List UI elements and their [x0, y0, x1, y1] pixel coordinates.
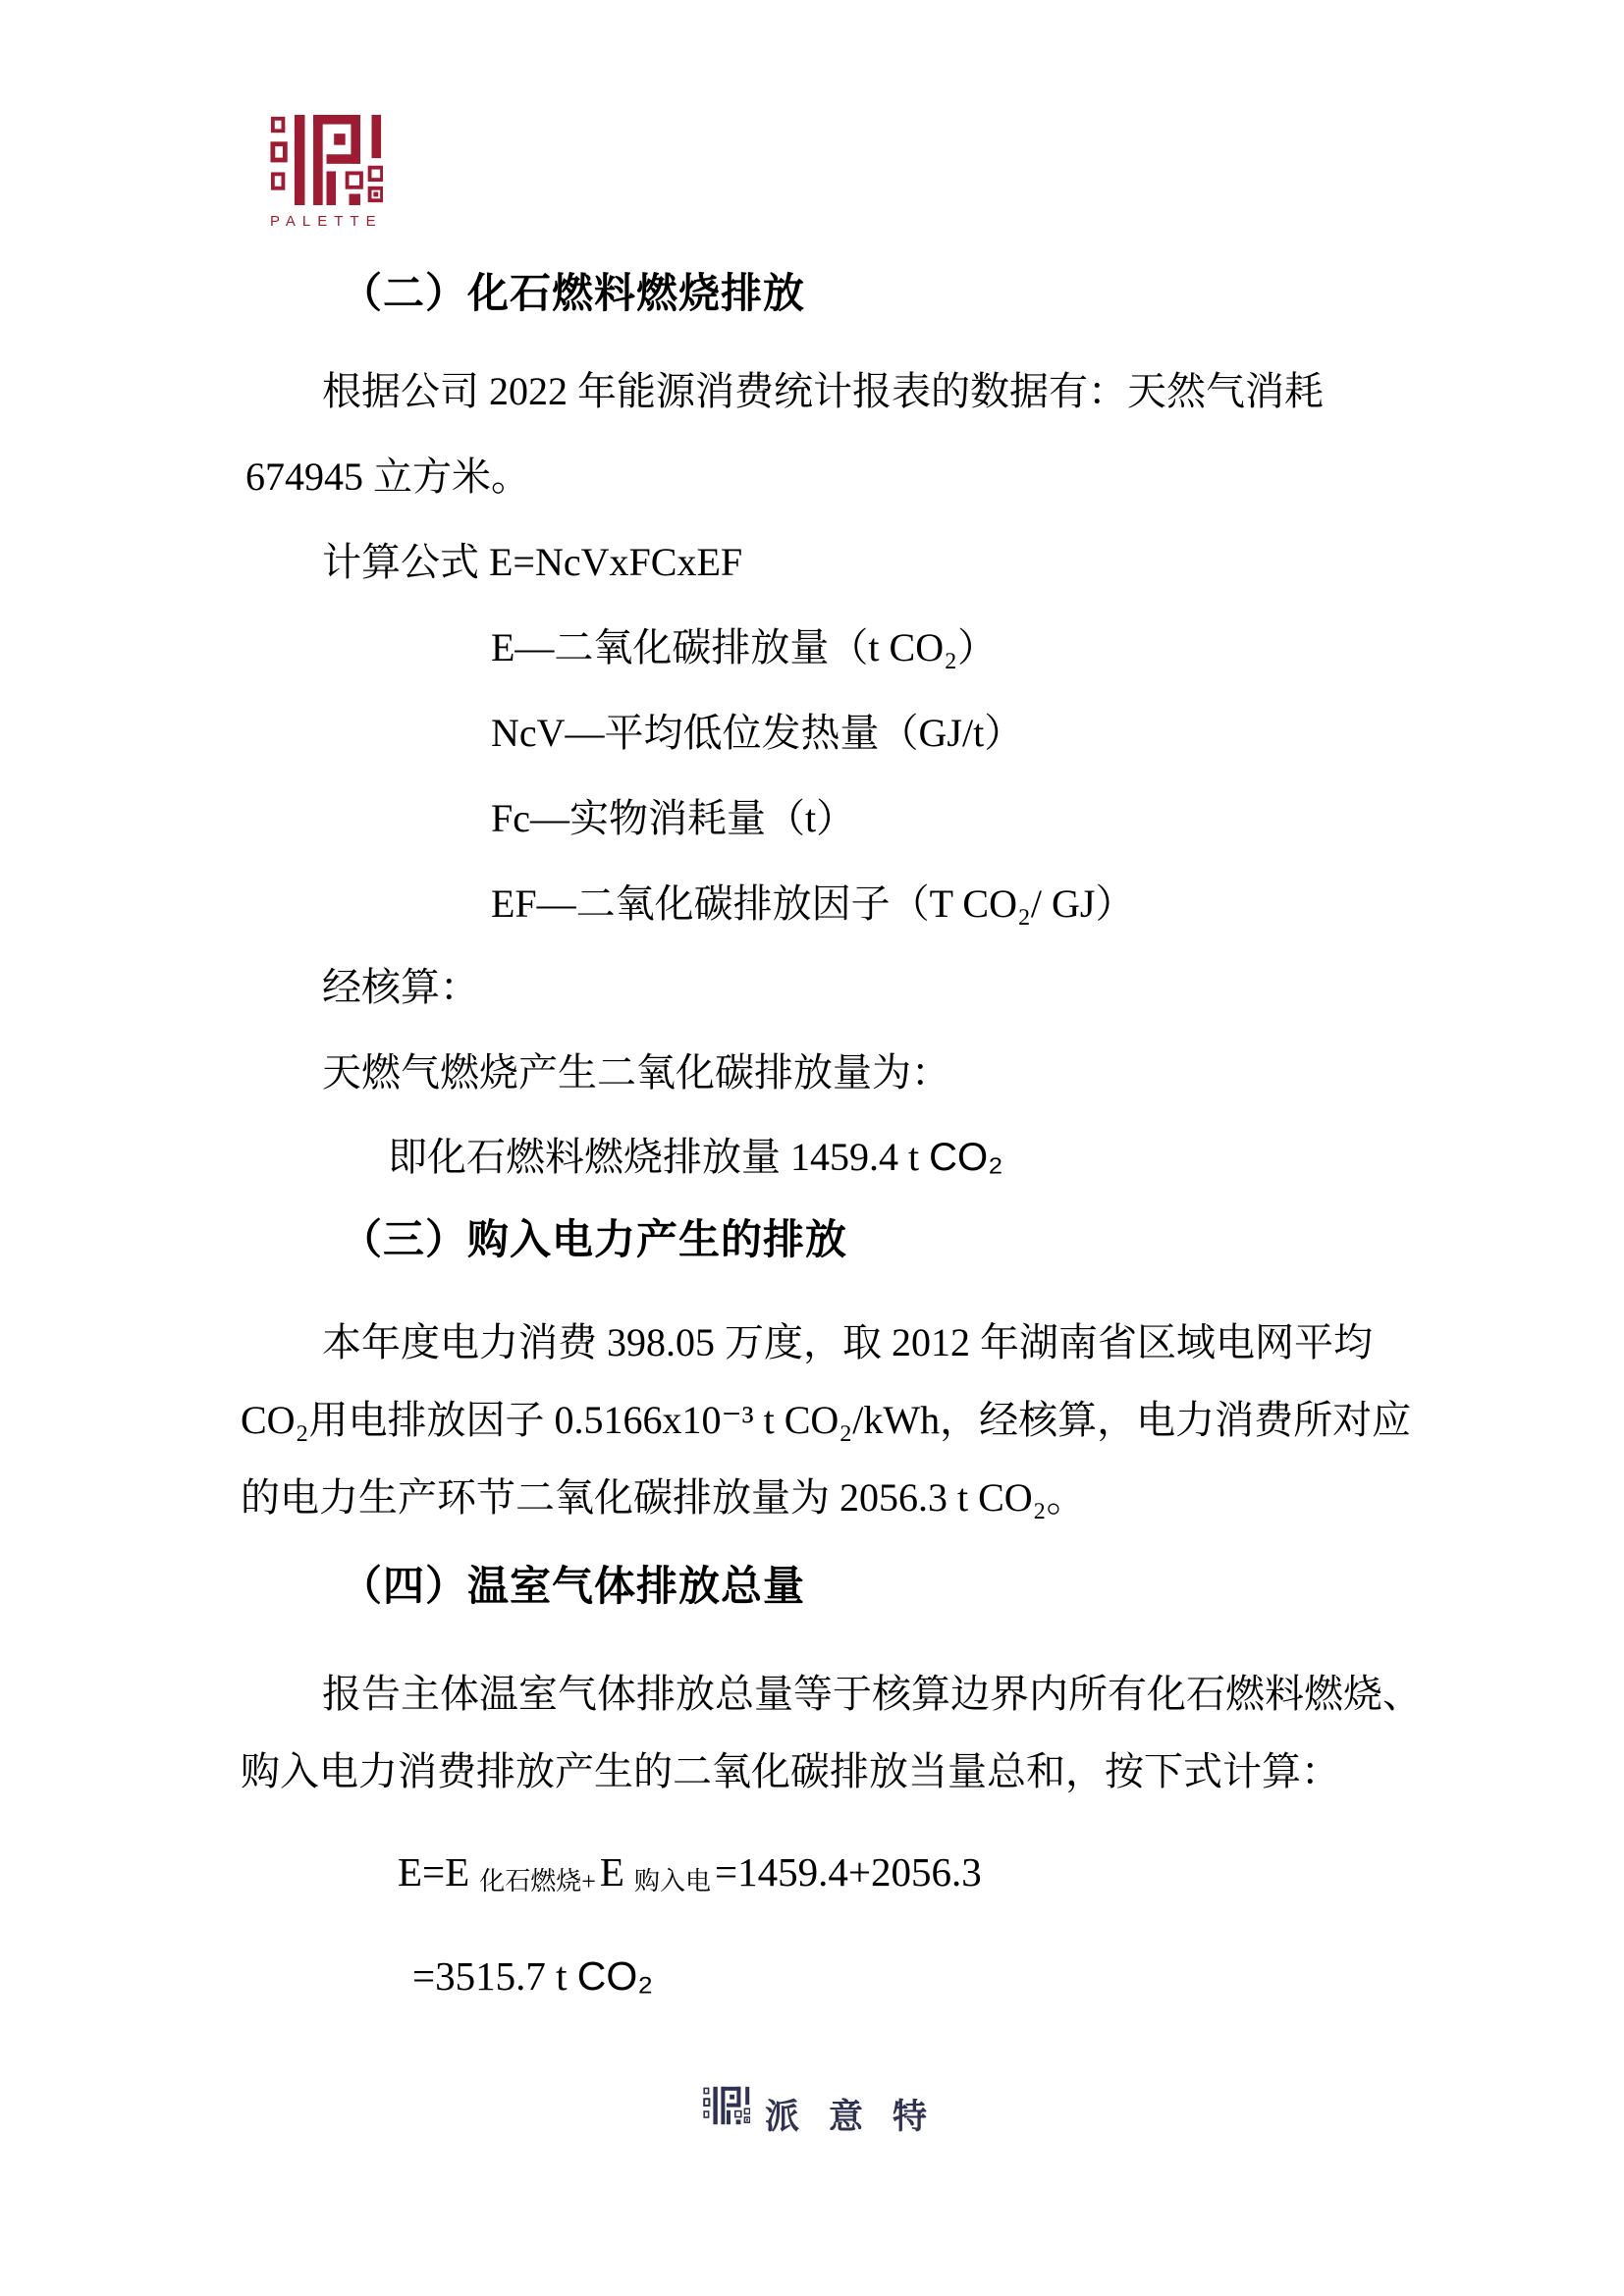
formula-e-lhs: E=E	[398, 1849, 470, 1895]
paragraph-line: 本年度电力消费 398.05 万度，取 2012 年湖南省区域电网平均	[322, 1320, 1373, 1364]
fossil-result-text: 即化石燃料燃烧排放量 1459.4 t	[388, 1135, 930, 1179]
footer-logo	[703, 2085, 750, 2126]
palette-logo	[270, 111, 383, 230]
paragraph-line: 674945 立方米。	[245, 454, 530, 499]
section-heading-total-ghg: （四）温室气体排放总量	[341, 1563, 806, 1609]
fossil-result-line	[388, 1135, 1003, 1180]
paragraph-line: CO₂用电排放因子 0.5166x10⁻³ t CO₂/kWh，经核算，电力消费所对应	[241, 1398, 1412, 1442]
palette-wordmark: PALETTE	[270, 213, 383, 230]
definition-line-ncv: NcV—平均低位发热量（GJ/t）	[491, 711, 1024, 755]
paragraph-line: 天燃气燃烧产生二氧化碳排放量为：	[322, 1050, 950, 1095]
definition-line-ef: EF—二氧化碳排放因子（T CO₂/ GJ）	[491, 881, 1135, 926]
paragraph-line: 的电力生产环节二氧化碳排放量为 2056.3 t CO₂。	[241, 1475, 1086, 1520]
fossil-result-unit: CO₂	[929, 1136, 1003, 1179]
paragraph-line: 报告主体温室气体排放总量等于核算边界内所有化石燃料燃烧、	[322, 1672, 1422, 1716]
palette-logo-icon	[270, 111, 383, 209]
formula-intro-line: 计算公式 E=NcVxFCxEF	[322, 540, 743, 584]
footer-logo-icon	[703, 2085, 750, 2126]
footer-brand-text: 派意特	[765, 2098, 957, 2136]
formula-subscript-fossil: 化石燃烧+	[479, 1867, 596, 1896]
definition-line-fc: Fc—实物消耗量（t）	[491, 796, 856, 840]
total-result-text: =3515.7 t	[412, 1953, 577, 1999]
total-emission-result	[412, 1953, 653, 2000]
total-result-unit: CO₂	[576, 1953, 654, 1999]
section-heading-fossil-fuel: （二）化石燃料燃烧排放	[341, 270, 806, 316]
total-emission-formula	[398, 1849, 982, 1896]
definition-line-e: E—二氧化碳排放量（t CO₂）	[491, 625, 998, 669]
paragraph-line: 根据公司 2022 年能源消费统计报表的数据有：天然气消耗	[322, 369, 1324, 413]
paragraph-line: 购入电力消费排放产生的二氧化碳排放当量总和，按下式计算：	[241, 1749, 1340, 1793]
formula-subscript-power: 购入电	[633, 1867, 711, 1896]
paragraph-line: 经核算：	[322, 965, 479, 1009]
section-heading-purchased-power: （三）购入电力产生的排放	[341, 1216, 848, 1262]
formula-e-mid: E	[599, 1849, 624, 1895]
formula-rhs: =1459.4+2056.3	[714, 1849, 982, 1895]
